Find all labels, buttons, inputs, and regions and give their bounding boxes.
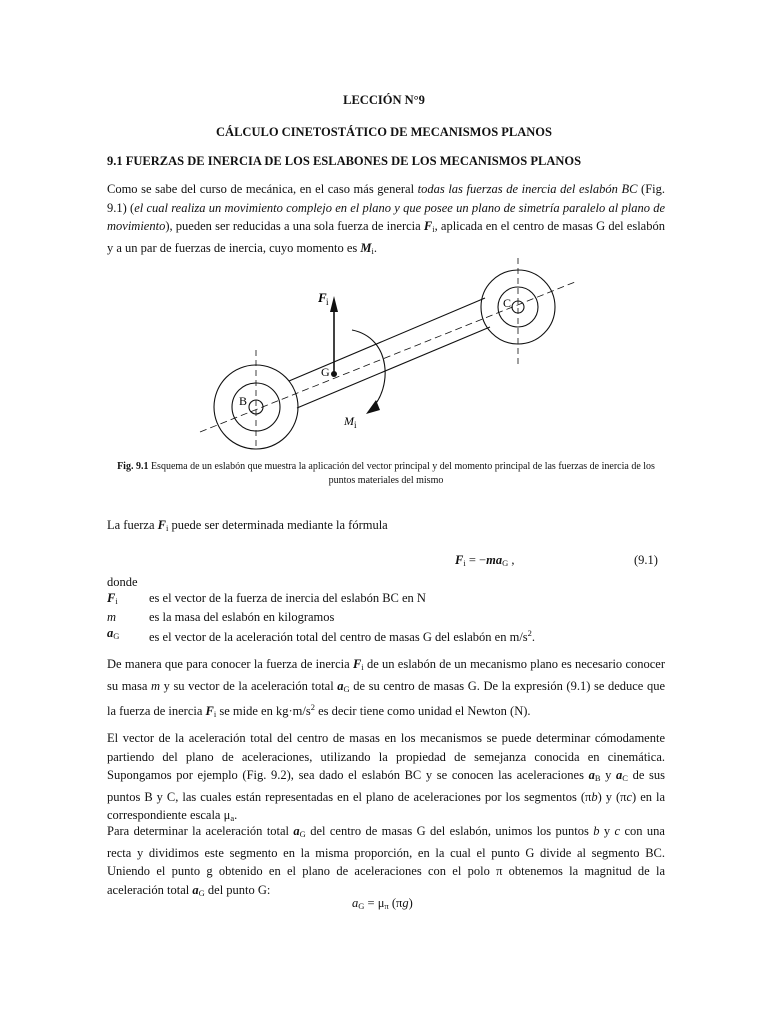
section-heading: 9.1 FUERZAS DE INERCIA DE LOS ESLABONES DE LOS MECANISMOS PLANOS (107, 154, 582, 168)
label-b: B (239, 394, 248, 408)
equation-number: (9.1) (634, 553, 658, 567)
definition-row: $a_G$ es el vector de la aceleración total del centro de masas G del eslabón en $m/s^2$. (107, 626, 536, 644)
page-title: CÁLCULO CINETOSTÁTICO DE MECANISMOS PLANOS (216, 125, 552, 139)
definition-row: m es la masa del eslabón en kilogramos (107, 610, 335, 624)
label-f-sub: i (326, 297, 329, 307)
figure-9-1 (195, 255, 595, 450)
paragraph-3: De manera que para conocer la fuerza de inercia $F_i$ de un eslabón de un mecanismo plano es necesario conocer su masa m y su vector de la aceleración total $a_G$ de su centro de masas G. De la expresión (9.1) se deduce que la fuerza de inercia $F_i$ se mide en $kg\cdot m/s^2$ es decir tiene como unidad el Newton (N). (107, 657, 666, 719)
definitions-list (107, 574, 667, 645)
label-m-sub: i (354, 420, 357, 430)
center-of-mass-point (331, 371, 337, 377)
label-c: C (503, 296, 512, 310)
equation-acceleration: $a_G = \mu_\pi$ (πg) (352, 896, 413, 911)
label-f: F (318, 290, 327, 305)
inertia-force-arrowhead (330, 296, 338, 312)
definition-row: $F_i$ es el vector de la fuerza de inercia del eslabón BC en N (107, 591, 426, 606)
donde-label: donde (107, 575, 138, 589)
center-line (200, 282, 575, 432)
label-m: M (344, 414, 354, 428)
link-edge-top (289, 298, 485, 381)
figure-caption: Fig. 9.1 Esquema de un eslabón que muestra la aplicación del vector principal y del momento principal de las fuerzas de inercia de los puntos materiales del mismo (117, 461, 655, 486)
equation-9-1: $F_i = -ma_G$ , (455, 553, 515, 568)
paragraph-4: El vector de la aceleración total del centro de masas en los mecanismos se puede determinar cómodamente partiendo del plano de aceleraciones, utilizando la propiedad de semejanza conocida en cinemática. Supongamos por ejemplo (Fig. 9.2), sea dado el eslabón BC y se conocen las aceleraciones $a_B$ y $a_C$ de sus puntos B y C, las cuales están representadas en el plano de aceleraciones por los segmentos (πb) y (πc) en la correspondiente escala $\mu_a$. (107, 731, 666, 823)
paragraph-1: Como se sabe del curso de mecánica, en el caso más general todas las fuerzas de inercia del eslabón BC (Fig. 9.1) (el cual realiza un movimiento complejo en el plano y que posee un plano de simetría paralelo al plano de movimiento), pueden ser reducidas a una sola fuerza de inercia $F_i$, aplicada en el centro de masas G del eslabón y a un par de fuerzas de inercia, cuyo momento es $M_i$. (107, 182, 666, 256)
paragraph-5: Para determinar la aceleración total $a_G$ del centro de masas G del eslabón, unimos los puntos b y c con una recta y dividimos este segmento en la misma proporción, en la cual el punto G divide al segmento BC. Uniendo el punto g obtenido en el plano de aceleraciones con el polo π obtenemos la magnitud de la aceleración total $a_G$ del punto G: (107, 824, 665, 898)
boss-b (214, 365, 298, 449)
label-g: G (321, 365, 330, 379)
moment-arrowhead (366, 400, 380, 414)
paragraph-2: La fuerza $F_i$ puede ser determinada mediante la fórmula (107, 518, 388, 533)
lesson-number: LECCIÓN N°9 (343, 93, 425, 107)
